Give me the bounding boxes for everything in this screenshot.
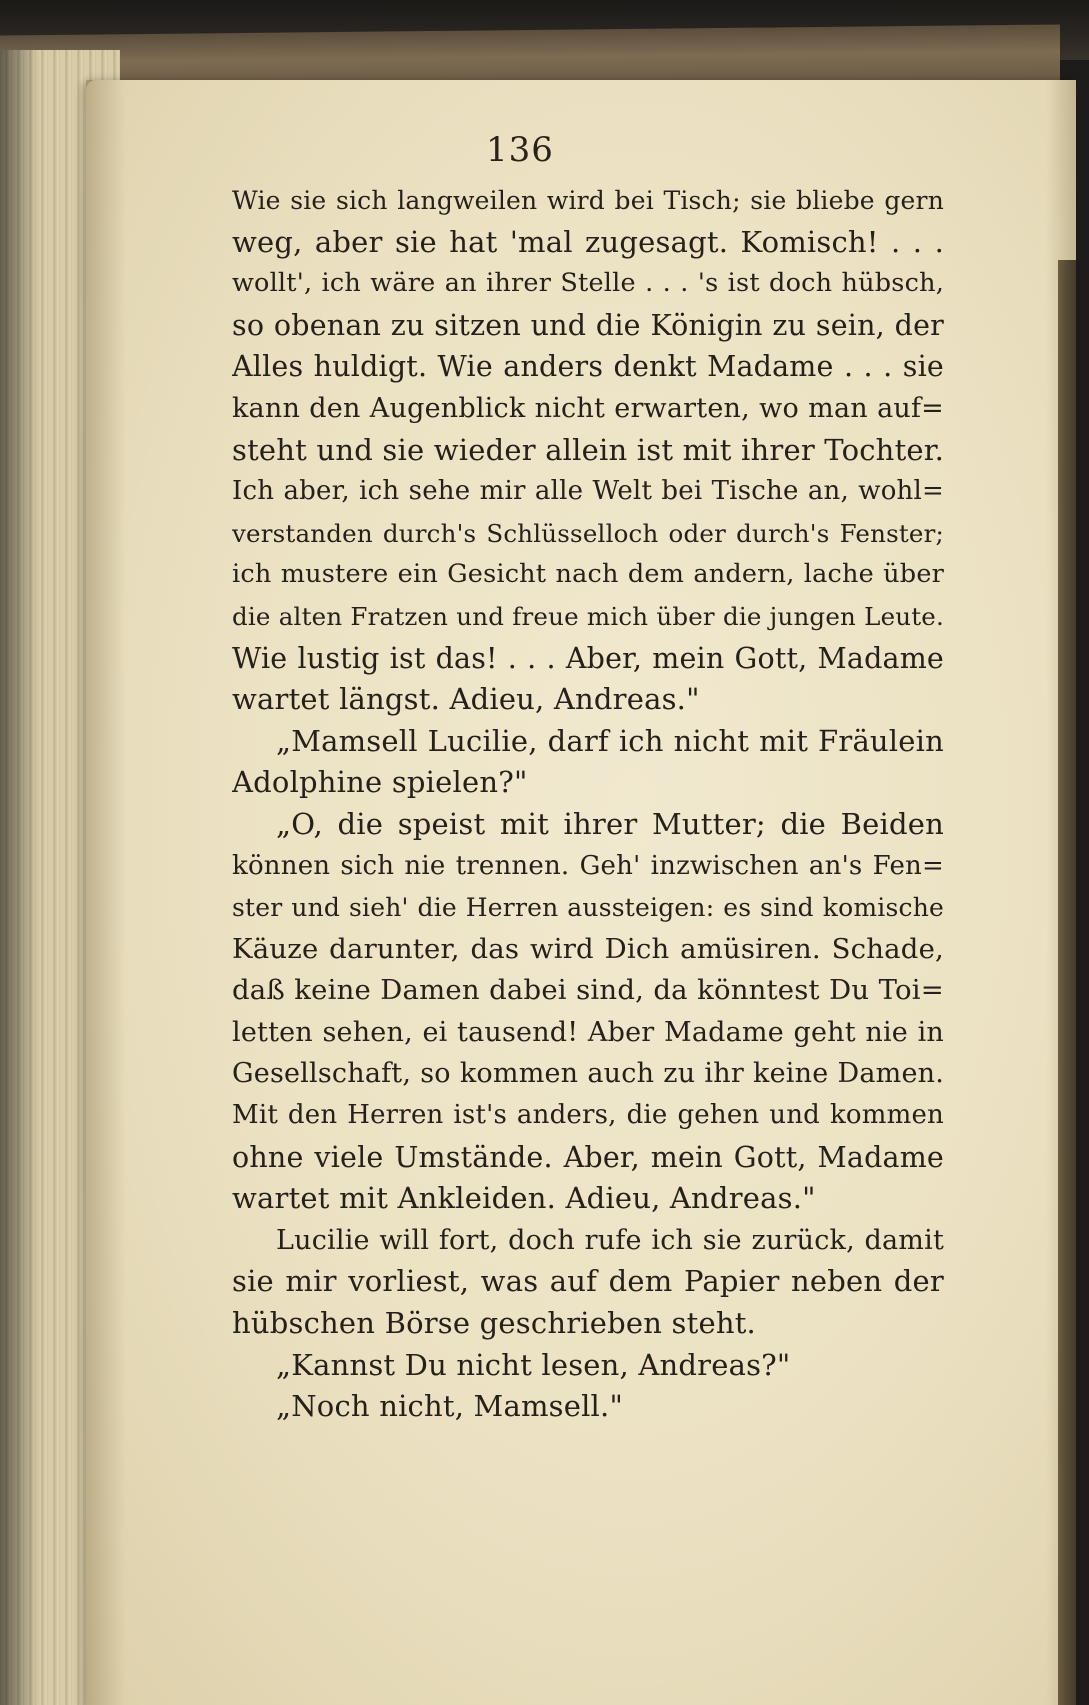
text-line: Ich aber, ich sehe mir alle Welt bei Tische an, wohl= bbox=[232, 476, 944, 507]
text-line: Wie sie sich langweilen wird bei Tisch; sie bliebe gern bbox=[232, 186, 944, 215]
text-line: ster und sieh' die Herren aussteigen: es sind komische bbox=[232, 893, 944, 923]
text-line: daß keine Damen dabei sind, da könntest Du Toi= bbox=[232, 974, 944, 1007]
text-line: Lucilie will fort, doch rufe ich sie zurück, damit bbox=[276, 1224, 944, 1256]
text-line: die alten Fratzen und freue mich über die jungen Leute. bbox=[232, 601, 944, 631]
text-line: verstanden durch's Schlüsselloch oder durch's Fenster; bbox=[232, 518, 944, 548]
text-line: ich mustere ein Gesicht nach dem andern, lache über bbox=[232, 559, 944, 590]
text-line: hübschen Börse geschrieben steht. bbox=[232, 1306, 756, 1341]
text-line: sie mir vorliest, was auf dem Papier neben der bbox=[232, 1264, 944, 1299]
text-line: steht und sie wieder allein ist mit ihrer Tochter. bbox=[232, 432, 944, 467]
text-line: Käuze darunter, das wird Dich amüsiren. Schade, bbox=[232, 932, 944, 965]
text-line: Wie lustig ist das! . . . Aber, mein Gott, Madame bbox=[232, 641, 944, 675]
text-line: „O, die speist mit ihrer Mutter; die Beiden bbox=[276, 806, 944, 841]
page-stack-shadow bbox=[0, 50, 40, 1705]
page-right-edge bbox=[1058, 260, 1076, 1705]
text-line: Alles huldigt. Wie anders denkt Madame . . . sie bbox=[232, 350, 944, 384]
text-line: so obenan zu sitzen und die Königin zu sein, der bbox=[232, 308, 944, 342]
text-line: Gesellschaft, so kommen auch zu ihr keine Damen. bbox=[232, 1058, 944, 1090]
text-line: Mit den Herren ist's anders, die gehen und kommen bbox=[232, 1100, 944, 1131]
text-line: letten sehen, ei tausend! Aber Madame geht nie in bbox=[232, 1016, 944, 1048]
text-line: „Noch nicht, Mamsell." bbox=[276, 1389, 623, 1424]
page-number: 136 bbox=[486, 130, 554, 170]
text-line: Adolphine spielen?" bbox=[232, 765, 528, 800]
text-line: können sich nie trennen. Geh' inzwischen an's Fen= bbox=[232, 850, 944, 881]
text-line: kann den Augenblick nicht erwarten, wo man auf= bbox=[232, 392, 944, 424]
text-line: wollt', ich wäre an ihrer Stelle . . . 's ist doch hübsch, bbox=[232, 268, 944, 299]
text-line: ohne viele Umstände. Aber, mein Gott, Madame bbox=[232, 1140, 944, 1174]
text-line: „Kannst Du nicht lesen, Andreas?" bbox=[276, 1347, 791, 1382]
body-text bbox=[232, 180, 944, 1428]
text-line: wartet mit Ankleiden. Adieu, Andreas." bbox=[232, 1181, 816, 1216]
text-line: „Mamsell Lucilie, darf ich nicht mit Fräulein bbox=[276, 723, 944, 758]
text-line: weg, aber sie hat 'mal zugesagt. Komisch! . . . bbox=[232, 224, 944, 259]
text-line: wartet längst. Adieu, Andreas." bbox=[232, 682, 700, 717]
